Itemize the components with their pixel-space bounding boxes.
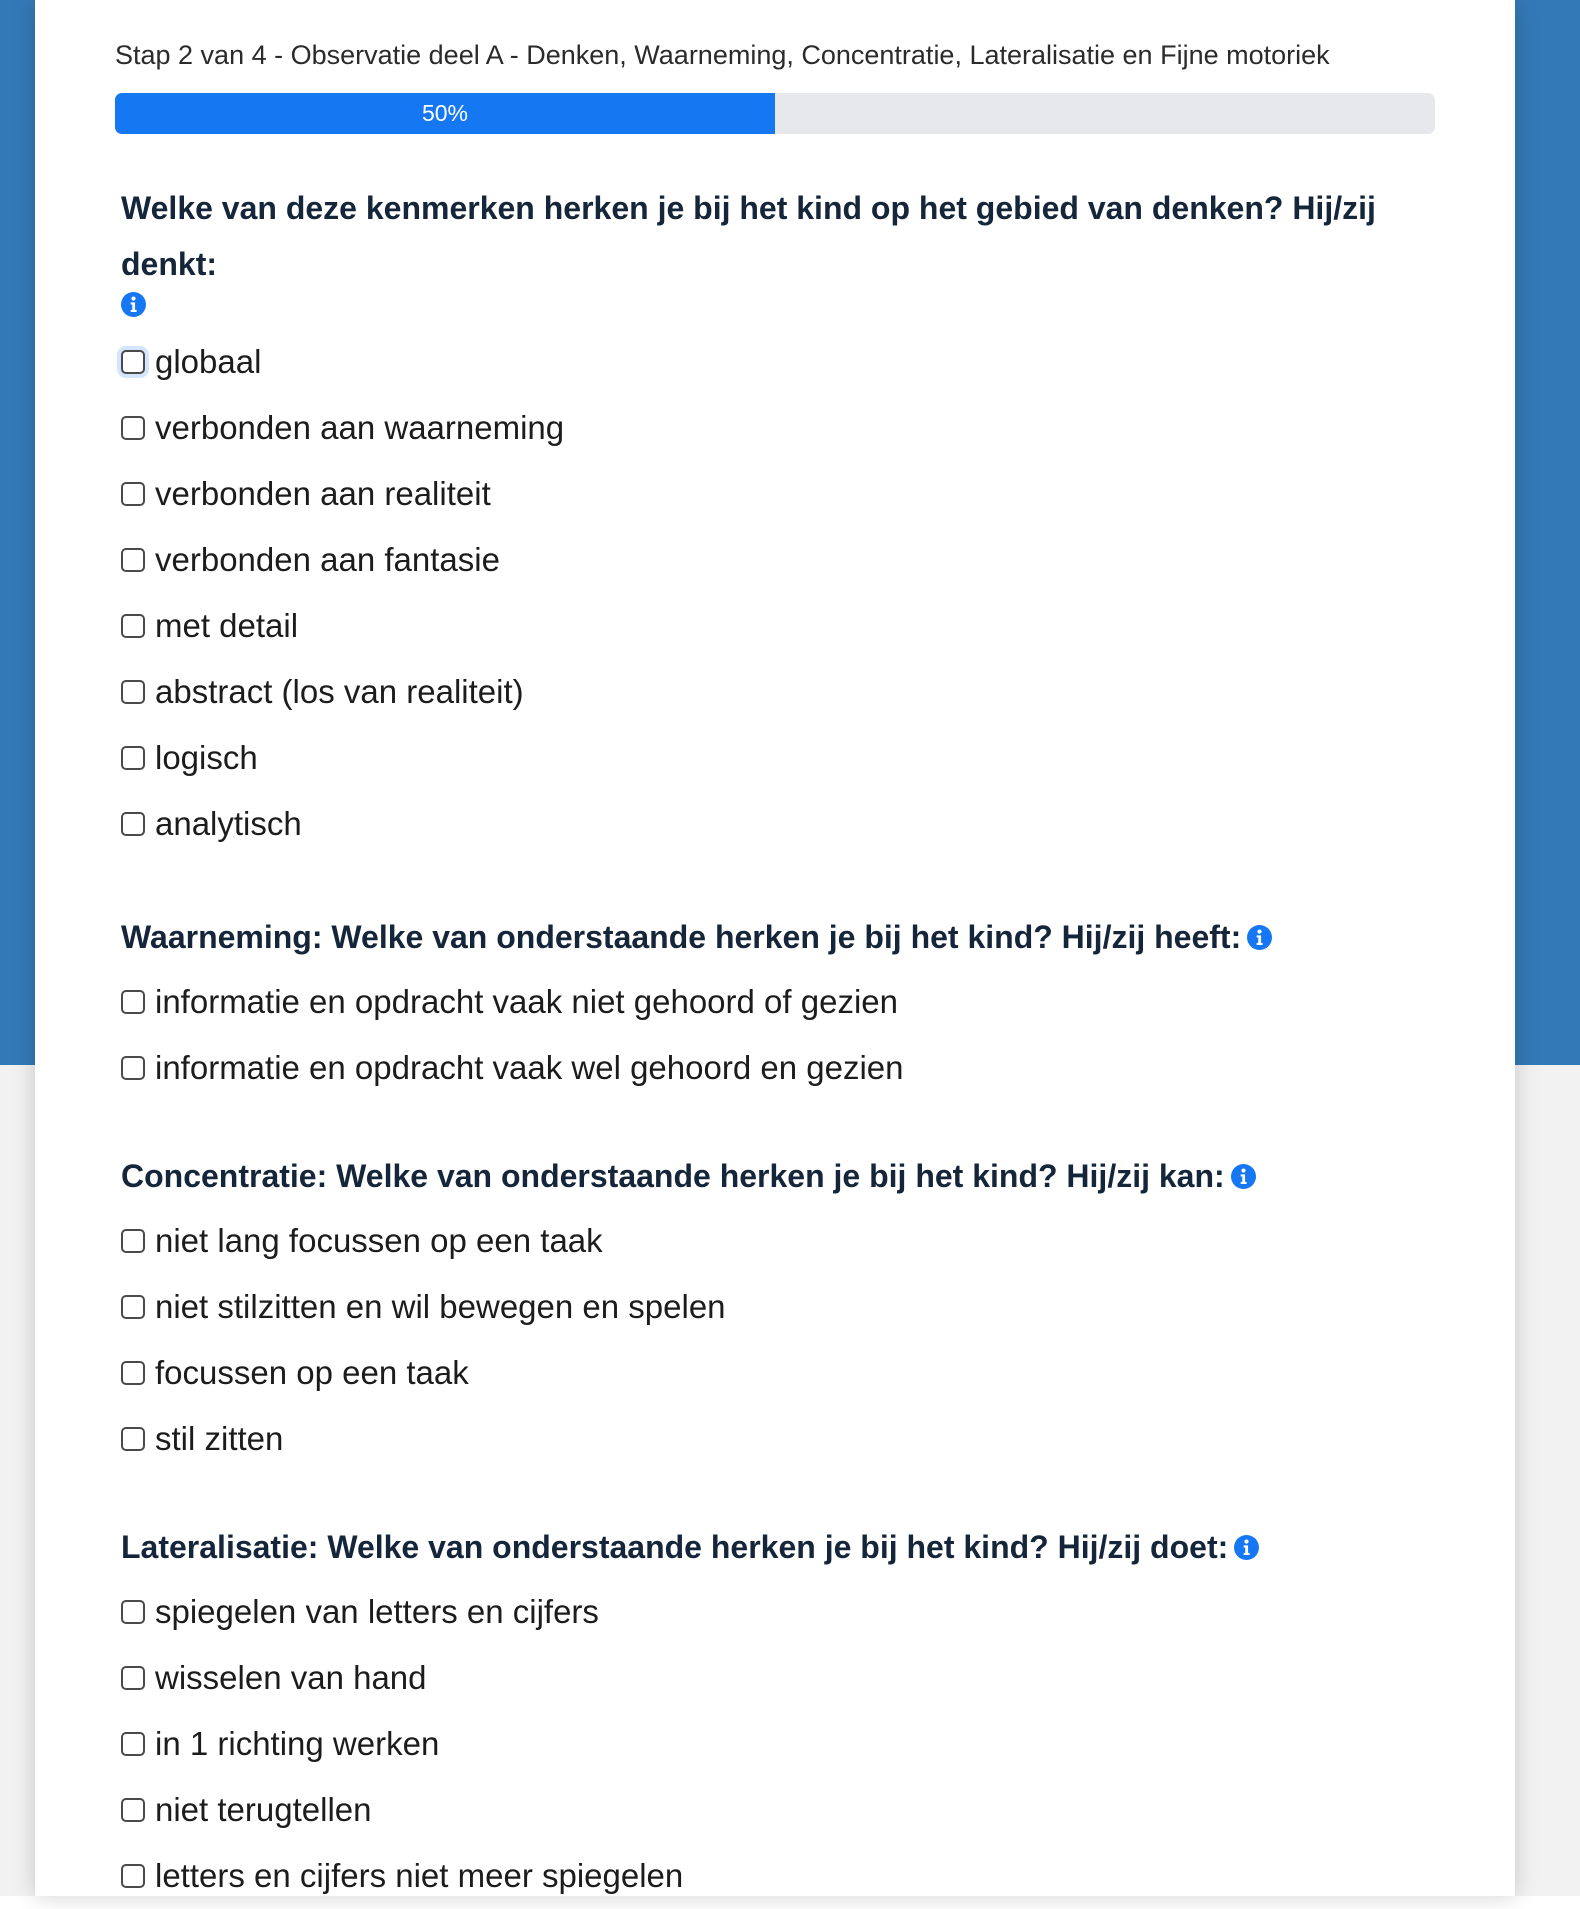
checkbox-label: informatie en opdracht vaak wel gehoord en gezien bbox=[155, 1049, 904, 1086]
checkbox-option[interactable] bbox=[121, 1579, 1435, 1645]
question-title-lateralisatie-row bbox=[121, 1527, 1435, 1567]
question-waarneming bbox=[121, 917, 1435, 1101]
question-title-concentratie-row bbox=[121, 1156, 1435, 1196]
checkbox-option[interactable] bbox=[121, 1274, 1435, 1340]
checkbox-option[interactable] bbox=[121, 1340, 1435, 1406]
checkbox-label: informatie en opdracht vaak niet gehoord of gezien bbox=[155, 983, 898, 1020]
question-lateralisatie bbox=[121, 1527, 1435, 1909]
checkbox-label: verbonden aan fantasie bbox=[155, 541, 500, 578]
checkbox-label: met detail bbox=[155, 607, 299, 644]
question-title-concentratie: Concentratie: Welke van onderstaande herken je bij het kind? Hij/zij kan: bbox=[121, 1158, 1225, 1194]
options-denken bbox=[121, 329, 1435, 857]
step-label: Stap 2 van 4 - Observatie deel A - Denken, Waarneming, Concentratie, Lateralisatie en Fijne motoriek bbox=[115, 40, 1330, 70]
checkbox-label: niet stilzitten en wil bewegen en spelen bbox=[155, 1288, 726, 1325]
question-title-waarneming: Waarneming: Welke van onderstaande herken je bij het kind? Hij/zij heeft: bbox=[121, 919, 1242, 955]
checkbox-option[interactable] bbox=[121, 1406, 1435, 1472]
checkbox-option[interactable] bbox=[121, 527, 1435, 593]
checkbox-option[interactable] bbox=[121, 1208, 1435, 1274]
checkbox-label: verbonden aan waarneming bbox=[155, 409, 565, 446]
checkbox-option[interactable] bbox=[121, 593, 1435, 659]
options-lateralisatie bbox=[121, 1579, 1435, 1909]
question-denken bbox=[121, 180, 1435, 857]
checkbox-label: niet terugtellen bbox=[155, 1791, 372, 1828]
checkbox-option[interactable] bbox=[121, 461, 1435, 527]
info-circle-icon[interactable] bbox=[1234, 1535, 1259, 1560]
checkbox-option[interactable] bbox=[121, 1777, 1435, 1843]
checkbox-option[interactable] bbox=[121, 725, 1435, 791]
checkbox-option[interactable] bbox=[121, 1645, 1435, 1711]
question-title-waarneming-row bbox=[121, 917, 1435, 957]
question-title-denken: Welke van deze kenmerken herken je bij het kind op het gebied van denken? Hij/zij denkt: bbox=[121, 190, 1376, 282]
checkbox[interactable] bbox=[121, 1427, 145, 1451]
checkbox-option[interactable] bbox=[121, 1035, 1435, 1101]
checkbox-label: globaal bbox=[155, 343, 262, 380]
checkbox[interactable] bbox=[121, 812, 145, 836]
checkbox[interactable] bbox=[121, 350, 145, 374]
checkbox-option[interactable] bbox=[121, 659, 1435, 725]
checkbox-option[interactable] bbox=[121, 791, 1435, 857]
checkbox[interactable] bbox=[121, 1864, 145, 1888]
checkbox[interactable] bbox=[121, 990, 145, 1014]
info-circle-icon[interactable] bbox=[1231, 1164, 1256, 1189]
info-row-denken bbox=[121, 292, 1435, 318]
info-circle-icon[interactable] bbox=[121, 292, 146, 317]
checkbox-label: analytisch bbox=[155, 805, 302, 842]
checkbox-label: logisch bbox=[155, 739, 258, 776]
options-waarneming bbox=[121, 969, 1435, 1101]
form-card bbox=[35, 0, 1515, 1896]
checkbox-label: wisselen van hand bbox=[155, 1659, 427, 1696]
checkbox-option[interactable] bbox=[121, 969, 1435, 1035]
checkbox-option[interactable] bbox=[121, 395, 1435, 461]
info-circle-icon[interactable] bbox=[1247, 925, 1272, 950]
checkbox[interactable] bbox=[121, 1056, 145, 1080]
question-title-lateralisatie: Lateralisatie: Welke van onderstaande herken je bij het kind? Hij/zij doet: bbox=[121, 1529, 1229, 1565]
checkbox-option[interactable] bbox=[121, 329, 1435, 395]
checkbox[interactable] bbox=[121, 746, 145, 770]
checkbox-label: in 1 richting werken bbox=[155, 1725, 440, 1762]
checkbox-option[interactable] bbox=[121, 1843, 1435, 1909]
checkbox-label: niet lang focussen op een taak bbox=[155, 1222, 603, 1259]
checkbox-label: abstract (los van realiteit) bbox=[155, 673, 524, 710]
checkbox[interactable] bbox=[121, 416, 145, 440]
options-concentratie bbox=[121, 1208, 1435, 1472]
checkbox[interactable] bbox=[121, 1666, 145, 1690]
checkbox-label: stil zitten bbox=[155, 1420, 284, 1457]
checkbox-label: spiegelen van letters en cijfers bbox=[155, 1593, 599, 1630]
checkbox[interactable] bbox=[121, 548, 145, 572]
checkbox[interactable] bbox=[121, 680, 145, 704]
checkbox[interactable] bbox=[121, 614, 145, 638]
checkbox[interactable] bbox=[121, 1600, 145, 1624]
checkbox[interactable] bbox=[121, 1732, 145, 1756]
progress-fill: 50% bbox=[115, 93, 775, 134]
progress-bar bbox=[115, 93, 1435, 134]
question-concentratie bbox=[121, 1156, 1435, 1472]
checkbox[interactable] bbox=[121, 482, 145, 506]
checkbox-label: focussen op een taak bbox=[155, 1354, 469, 1391]
checkbox[interactable] bbox=[121, 1229, 145, 1253]
checkbox-label: letters en cijfers niet meer spiegelen bbox=[155, 1857, 684, 1894]
checkbox[interactable] bbox=[121, 1295, 145, 1319]
checkbox-option[interactable] bbox=[121, 1711, 1435, 1777]
checkbox-label: verbonden aan realiteit bbox=[155, 475, 491, 512]
checkbox[interactable] bbox=[121, 1361, 145, 1385]
checkbox[interactable] bbox=[121, 1798, 145, 1822]
